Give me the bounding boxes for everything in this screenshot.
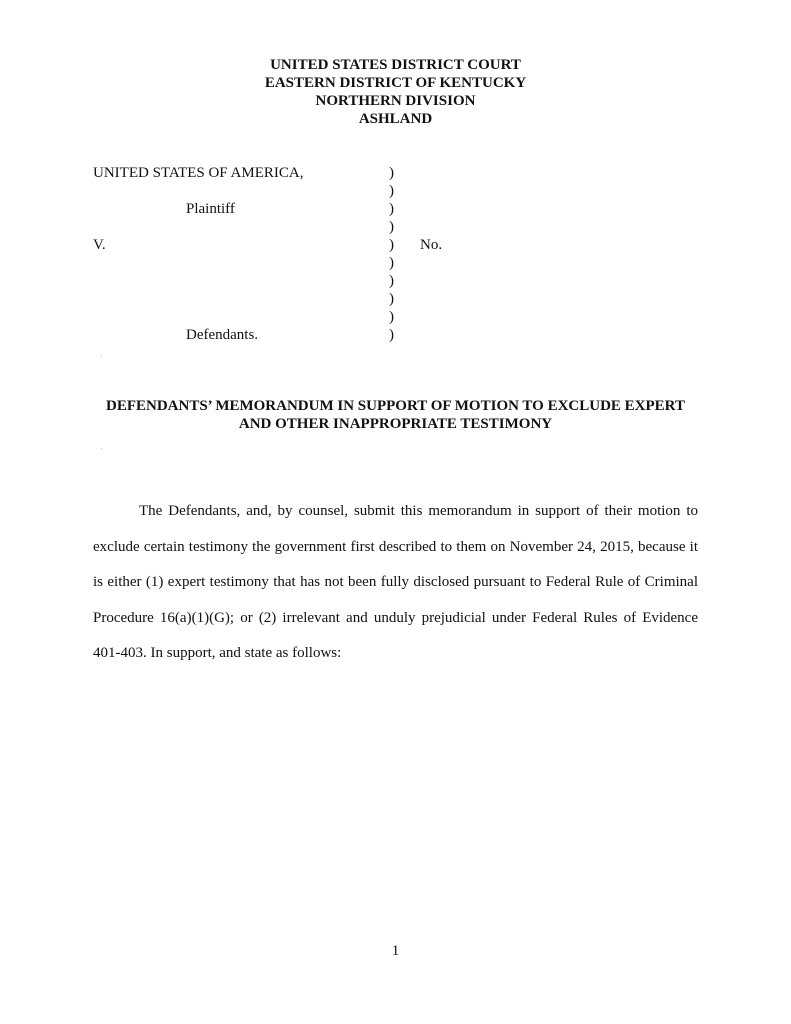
caption-paren: )	[389, 291, 394, 307]
caption-paren-column	[389, 164, 394, 344]
caption-paren: )	[389, 327, 394, 343]
caption-paren: )	[389, 201, 394, 217]
location-name: ASHLAND	[358, 111, 433, 127]
caption-paren: )	[389, 273, 394, 289]
page-number: 1	[391, 943, 400, 959]
title-line-1: DEFENDANTS’ MEMORANDUM IN SUPPORT OF MOTION TO EXCLUDE EXPERT	[106, 398, 685, 414]
body-paragraph: The Defendants, and, by counsel, submit this memorandum in support of their motion to exclude certain testimony the government first described to them on November 24, 2015, because it is either (1) expert testimony that has not been fully disclosed pursuant to Federal Rule of Criminal Procedure 16(a)(1)(G); or (2) irrelevant and unduly prejudicial under Federal Rules of Evidence 401-403. In support, and state as follows:	[93, 503, 698, 661]
caption-paren: )	[389, 165, 394, 181]
caption-paren: )	[389, 219, 394, 235]
defendants-role: Defendants.	[186, 327, 259, 343]
plaintiff-role: Plaintiff	[186, 201, 235, 217]
court-name: UNITED STATES DISTRICT COURT	[270, 57, 521, 73]
caption-paren: )	[389, 255, 394, 271]
case-number-label: No.	[420, 237, 443, 253]
title-line-2: AND OTHER INAPPROPRIATE TESTIMONY	[238, 416, 553, 432]
versus-label: V.	[93, 237, 106, 253]
stray-mark: .	[101, 445, 103, 451]
plaintiff-name: UNITED STATES OF AMERICA,	[93, 165, 304, 181]
stray-mark: .	[101, 353, 103, 359]
caption-paren: )	[389, 309, 394, 325]
court-header	[0, 56, 791, 128]
division-name: NORTHERN DIVISION	[315, 93, 476, 109]
district-name: EASTERN DISTRICT OF KENTUCKY	[264, 75, 527, 91]
caption-paren: )	[389, 237, 394, 253]
document-title	[0, 397, 791, 433]
caption-paren: )	[389, 183, 394, 199]
